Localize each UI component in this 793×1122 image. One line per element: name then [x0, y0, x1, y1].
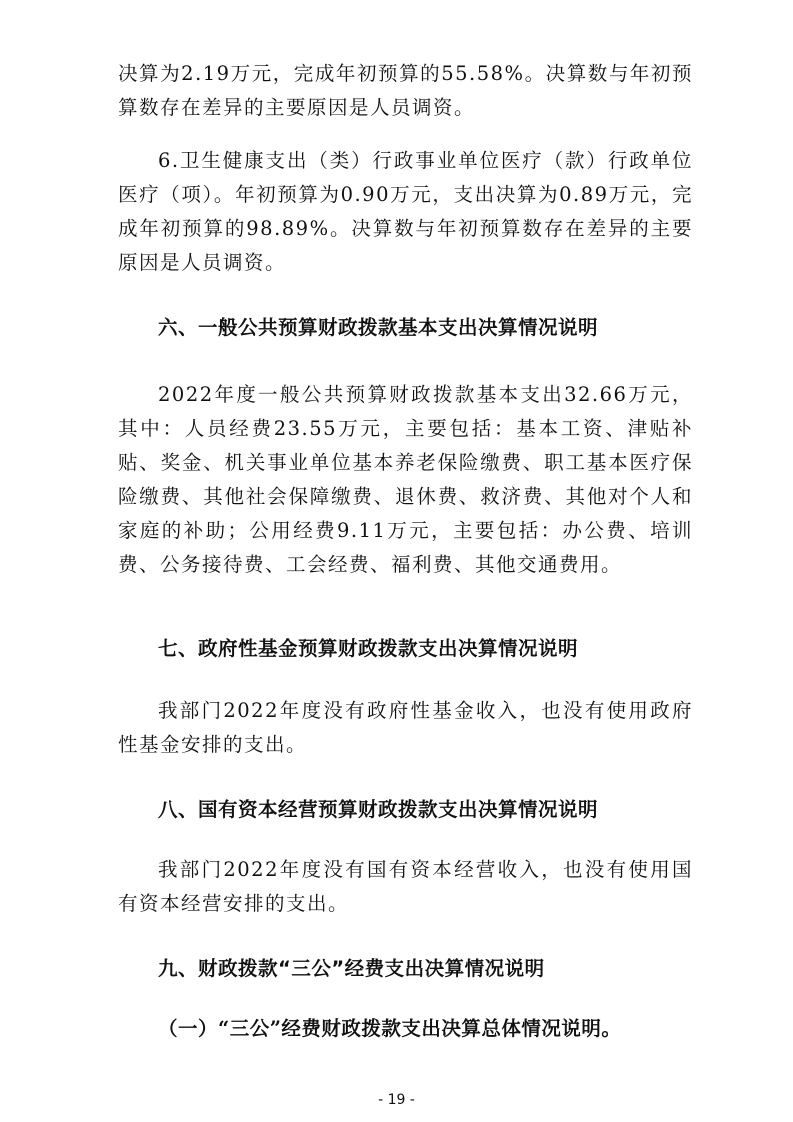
section-heading-7: 七、政府性基金预算财政拨款支出决算情况说明: [158, 637, 579, 660]
section-heading-8: 八、国有资本经营预算财政拨款支出决算情况说明: [158, 798, 599, 821]
paragraph-government-fund: 我部门2022年度没有政府性基金收入，也没有使用政府性基金安排的支出。: [118, 699, 693, 756]
paragraph-health-expenditure: 6.卫生健康支出（类）行政事业单位医疗（款）行政单位医疗（项）。年初预算为0.90万元，支出决算为0.89万元，完成年初预算的98.89%。决算数与年初预算数存在差异的主要原因是人员调资。: [118, 149, 693, 274]
page-number: - 19 -: [378, 1092, 415, 1108]
paragraph-state-capital: 我部门2022年度没有国有资本经营收入，也没有使用国有资本经营安排的支出。: [118, 858, 693, 915]
paragraph-budget-result: 决算为2.19万元，完成年初预算的55.58%。决算数与年初预算数存在差异的主要原因是人员调资。: [118, 62, 693, 119]
paragraph-basic-expenditure: 2022年度一般公共预算财政拨款基本支出32.66万元，其中：人员经费23.55万元，主要包括：基本工资、津贴补贴、奖金、机关事业单位基本养老保险缴费、职工基本医疗保险缴费、其他社会保障缴费、退休费、救济费、其他对个人和家庭的补助；公用经费9.11万元，主要包括：办公费、培训费、公务接待费、工会经费、福利费、其他交通费用。: [118, 383, 693, 576]
section-heading-9: 九、财政拨款“三公”经费支出决算情况说明: [158, 957, 545, 980]
section-heading-6: 六、一般公共预算财政拨款基本支出决算情况说明: [158, 316, 599, 339]
subsection-heading-1: （一）“三公”经费财政拨款支出决算总体情况说明。: [158, 1017, 622, 1040]
